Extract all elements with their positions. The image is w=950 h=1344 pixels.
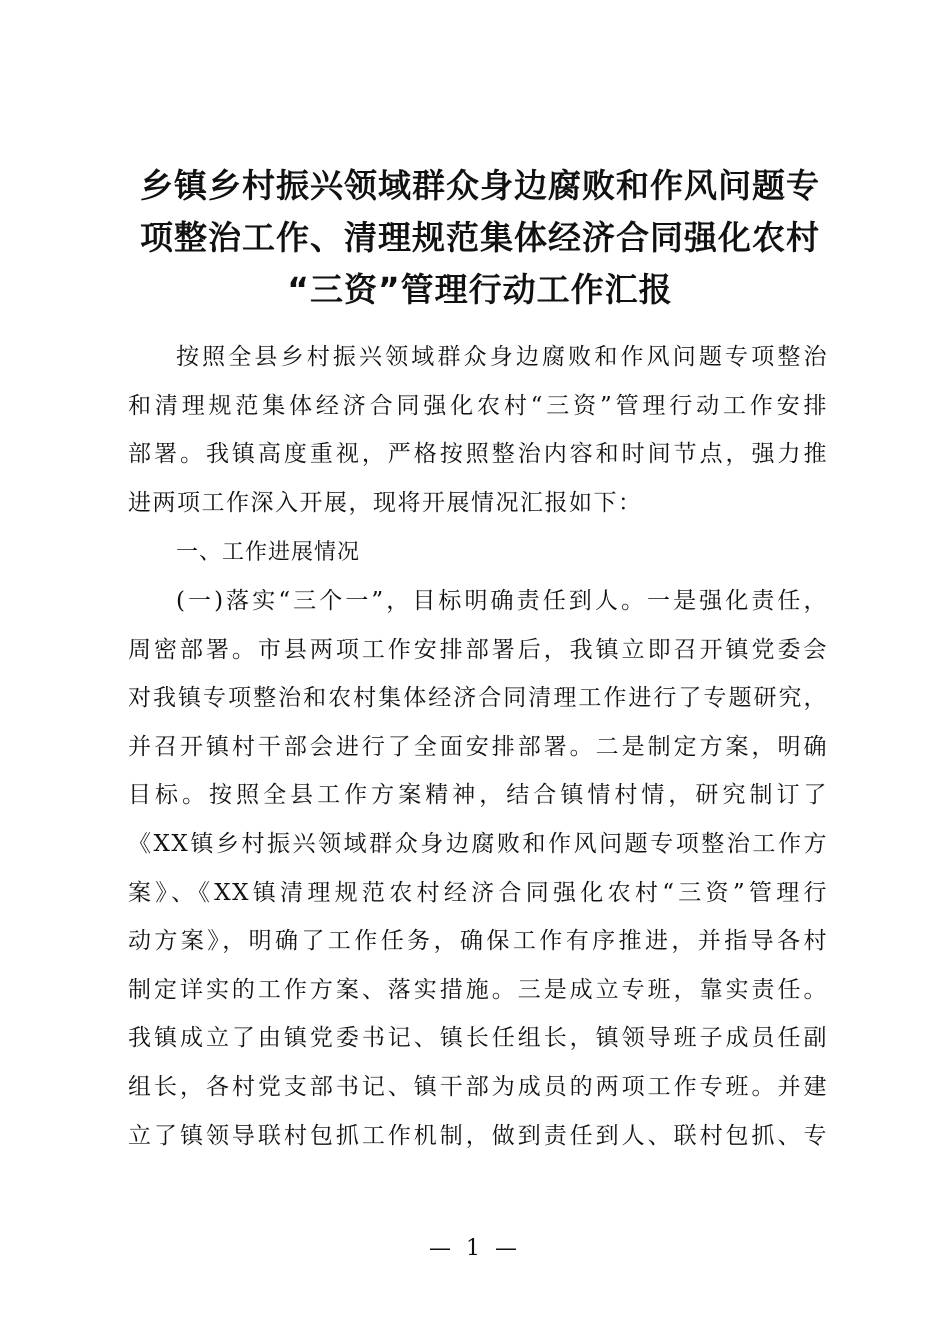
paragraph-line: 和清理规范集体经济合同强化农村“三资”管理行动工作安排 <box>128 392 828 419</box>
paragraph-line: 目标。按照全县工作方案精神，结合镇情村情，研究制订了 <box>128 782 828 809</box>
paragraph-line: 组长，各村党支部书记、镇干部为成员的两项工作专班。并建 <box>128 1073 828 1100</box>
paragraph-line: 周密部署。市县两项工作安排部署后，我镇立即召开镇党委会 <box>128 636 828 663</box>
paragraph-line: 按照全县乡村振兴领域群众身边腐败和作风问题专项整治 <box>176 344 828 370</box>
paragraph-line: 并召开镇村干部会进行了全面安排部署。二是制定方案，明确 <box>128 733 828 760</box>
section-heading <box>128 529 828 578</box>
paragraph-line: 《XX镇乡村振兴领域群众身边腐败和作风问题专项整治工作方 <box>128 830 828 857</box>
title-line: “三资”管理行动工作汇报 <box>287 270 673 309</box>
paragraph-line: (一)落实“三个一”，目标明确责任到人。一是强化责任， <box>176 588 828 614</box>
paragraph-line: 立了镇领导联村包抓工作机制，做到责任到人、联村包抓、专 <box>128 1122 828 1149</box>
title-line: 项整治工作、清理规范集体经济合同强化农村 <box>140 218 820 257</box>
paragraph-line: 动方案》，明确了工作任务，确保工作有序推进，并指导各村 <box>128 928 828 955</box>
paragraph-line: 进两项工作深入开展，现将开展情况汇报如下： <box>128 489 643 516</box>
section-1-paragraph <box>128 577 828 1160</box>
intro-paragraph <box>128 333 828 527</box>
paragraph-line: 部署。我镇高度重视，严格按照整治内容和时间节点，强力推 <box>128 441 828 468</box>
section-heading-text: 一、工作进展情况 <box>176 540 361 565</box>
title-line: 乡镇乡村振兴领域群众身边腐败和作风问题专 <box>140 166 820 205</box>
paragraph-line: 案》、《XX镇清理规范农村经济合同强化农村“三资”管理行 <box>128 879 828 906</box>
paragraph-line: 我镇成立了由镇党委书记、镇长任组长，镇领导班子成员任副 <box>128 1025 828 1052</box>
paragraph-line: 对我镇专项整治和农村集体经济合同清理工作进行了专题研究， <box>128 685 828 712</box>
document-title <box>110 160 850 316</box>
page-number: — 1 — <box>429 1236 521 1261</box>
paragraph-line: 制定详实的工作方案、落实措施。三是成立专班，靠实责任。 <box>128 976 828 1003</box>
